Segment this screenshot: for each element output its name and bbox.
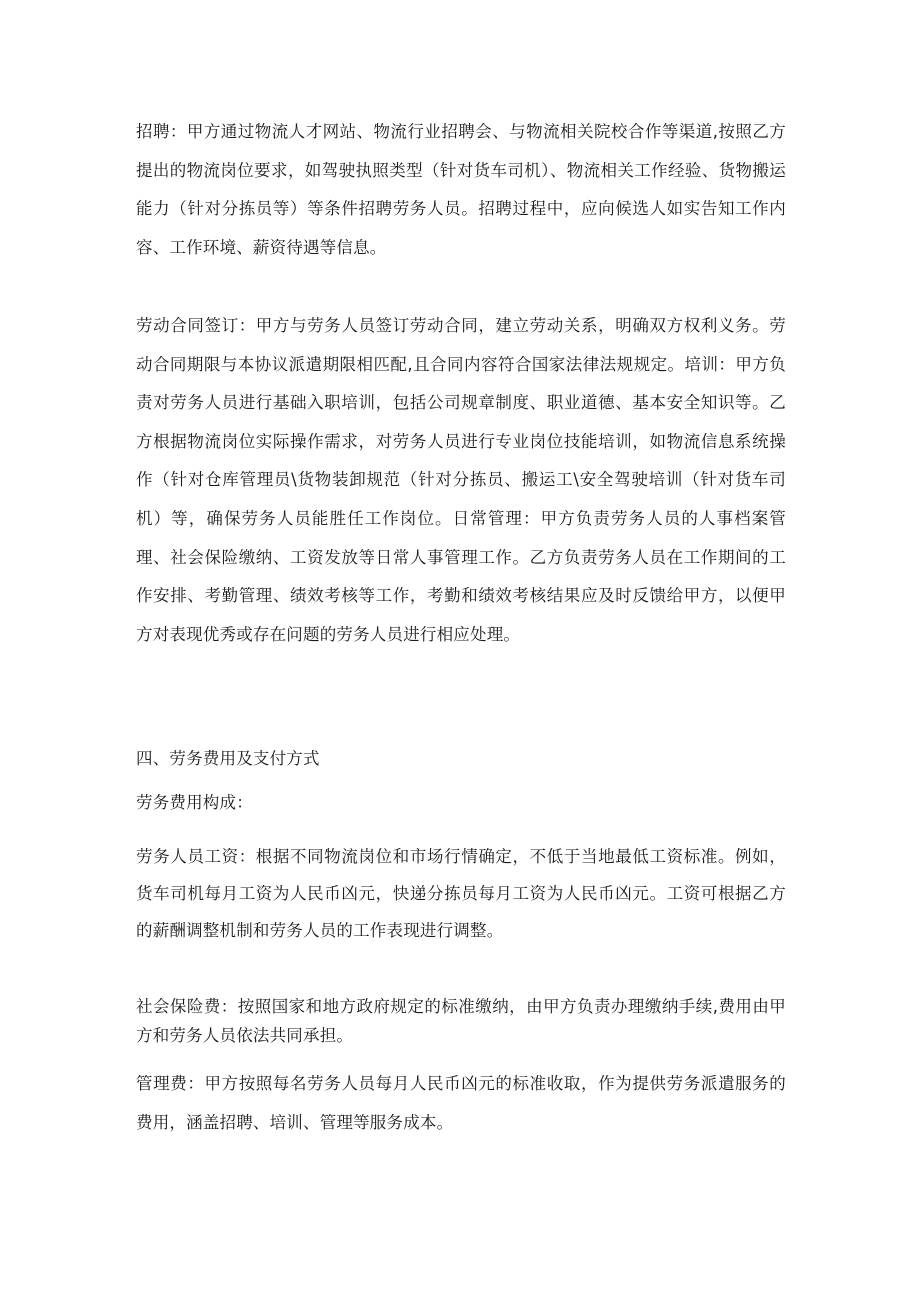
- paragraph-social-insurance: 社会保险费：按照国家和地方政府规定的标准缴纳，由甲方负责办理缴纳手续,费用由甲方和劳务人员依法共同承担。: [136, 997, 786, 1045]
- paragraph-contract-training-management: 劳动合同签订：甲方与劳务人员签订劳动合同，建立劳动关系，明确双方权利义务。劳动合同期限与本协议派遣期限相匹配,且合同内容符合国家法律法规规定。培训：甲方负责对劳务人员进行基础入职培训，包括公司规章制度、职业道德、基本安全知识等。乙方根据物流岗位实际操作需求，对劳务人员进行专业岗位技能培训，如物流信息系统操作（针对仓库管理员\货物装卸规范（针对分拣员、搬运工\安全驾驶培训（针对货车司机）等，确保劳务人员能胜任工作岗位。日常管理：甲方负责劳务人员的人事档案管理、社会保险缴纳、工资发放等日常人事管理工作。乙方负责劳务人员在工作期间的工作安排、考勤管理、绩效考核等工作，考勤和绩效考核结果应及时反馈给甲方，以便甲方对表现优秀或存在问题的劳务人员进行相应处理。: [136, 316, 786, 644]
- paragraph-management-fee: 管理费：甲方按照每名劳务人员每月人民币凶元的标准收取，作为提供劳务派遣服务的费用，涵盖招聘、培训、管理等服务成本。: [136, 1074, 786, 1132]
- section-heading-fees: 四、劳务费用及支付方式: [136, 749, 320, 768]
- paragraph-fee-composition: 劳务费用构成：: [136, 793, 253, 812]
- paragraph-wages: 劳务人员工资：根据不同物流岗位和市场行情确定，不低于当地最低工资标准。例如，货车司机每月工资为人民币凶元，快递分拣员每月工资为人民币凶元。工资可根据乙方的薪酬调整机制和劳务人员的工作表现进行调整。: [136, 847, 786, 940]
- paragraph-recruitment: 招聘：甲方通过物流人才网站、物流行业招聘会、与物流相关院校合作等渠道,按照乙方提出的物流岗位要求，如驾驶执照类型（针对货车司机）、物流相关工作经验、货物搬运能力（针对分拣员等）等条件招聘劳务人员。招聘过程中，应向候选人如实告知工作内容、工作环境、薪资待遇等信息。: [136, 122, 786, 257]
